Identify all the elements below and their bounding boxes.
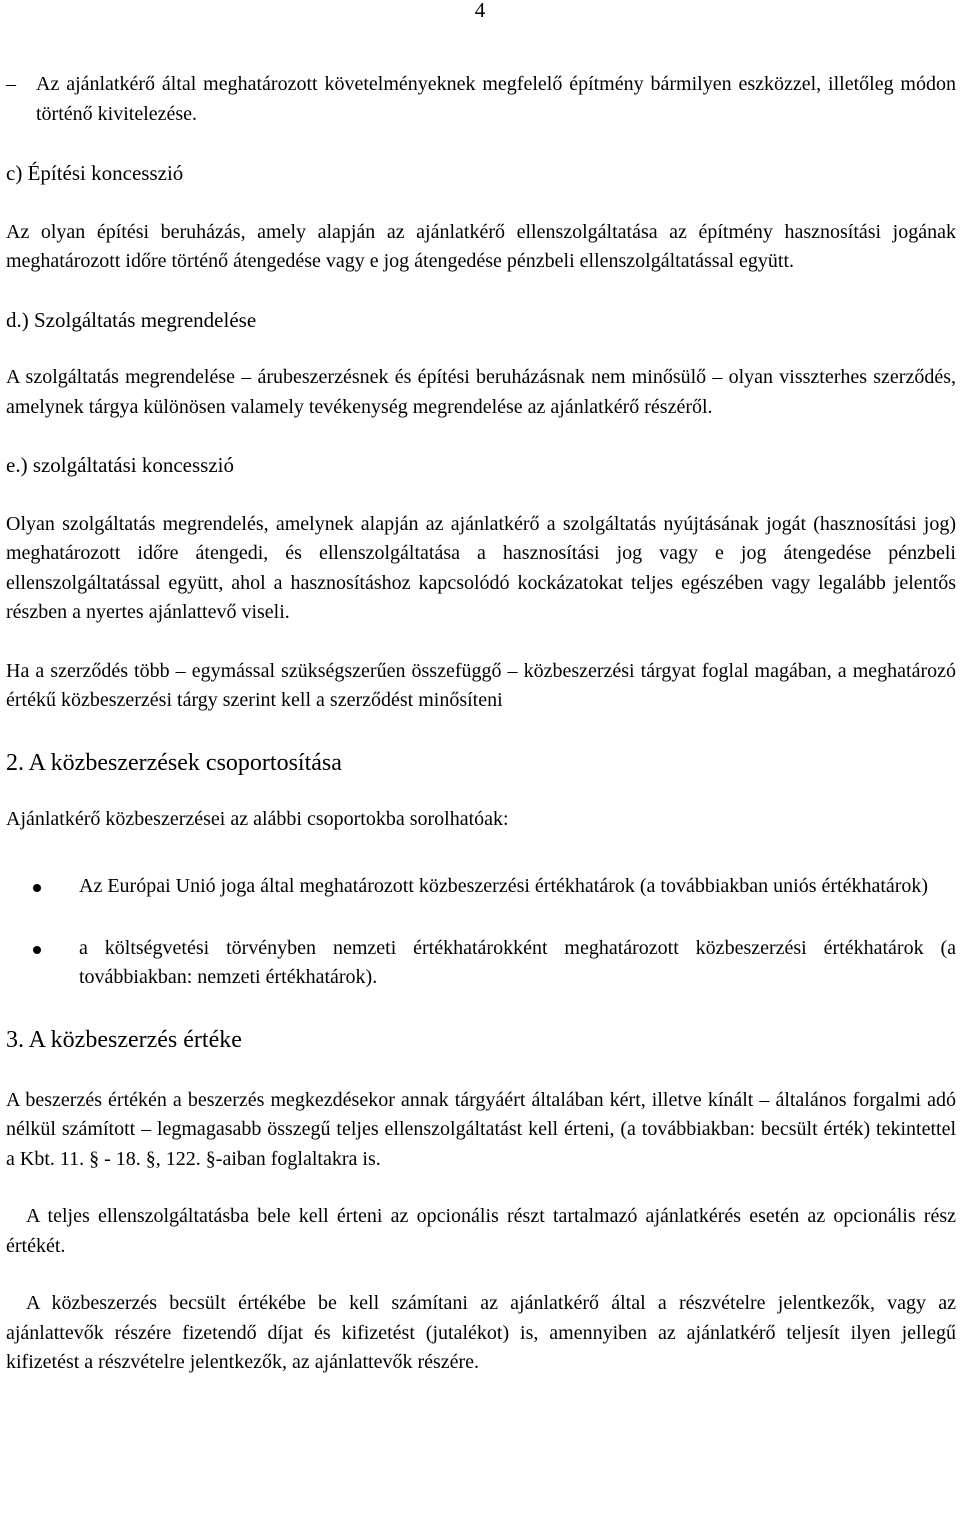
section-2-heading: 2. A közbeszerzések csoportosítása [6, 749, 342, 776]
dash-marker: – [6, 73, 16, 95]
page-content [6, 70, 956, 1378]
bullet-text: a költségvetési törvényben nemzeti értékhatárokként meghatározott közbeszerzési értékhatárok (a továbbiakban: nemzeti értékhatárok). [79, 936, 956, 988]
page-number: 4 [474, 0, 486, 22]
section-2-intro: Ajánlatkérő közbeszerzései az alábbi csoportokba sorolhatóak: [6, 807, 509, 830]
paragraph-multi-subject: Ha a szerződés több – egymással szükségszerűen összefüggő – közbeszerzési tárgyat foglal magában, a meghatározó értékű közbeszerzési tárgy szerint kell a szerződést minősíteni [6, 659, 956, 711]
heading-e: e.) szolgáltatási koncesszió [6, 453, 235, 477]
bullet-marker [33, 946, 41, 954]
bullet-marker [33, 884, 41, 892]
dash-item-text: Az ajánlatkérő által meghatározott követelményeknek megfelelő építmény bármilyen eszközzel, illetőleg módon történő kivitelezése. [36, 73, 956, 125]
section-3-paragraph-3: A közbeszerzés becsült értékébe be kell számítani az ajánlatkérő által a részvételre jelentkezők, vagy az ajánlattevők részére fizetendő díjat és kifizetést (jutalékot) is, amennyiben az ajánlatkérő teljesít ilyen jellegű kifizetést a részvételre jelentkezők, az ajánlattevők részére. [6, 1292, 956, 1373]
dash-list-item [6, 70, 956, 129]
paragraph-e: Olyan szolgáltatás megrendelés, amelynek alapján az ajánlatkérő a szolgáltatás nyújtásának jogát (hasznosítási jog) meghatározott időre átengedi, és ellenszolgáltatása a hasznosítási jog vagy e jog átengedése pénzbeli ellenszolgáltatással együtt, ahol a hasznosításhoz kapcsolódó kockázatokat teljes egészében vagy legalább jelentős részben a nyertes ajánlattevő viseli. [6, 512, 956, 623]
section-3-paragraph-2: A teljes ellenszolgáltatásba bele kell érteni az opcionális részt tartalmazó ajánlatkérés esetén az opcionális rész értékét. [6, 1205, 956, 1257]
paragraph-d: A szolgáltatás megrendelése – árubeszerzésnek és építési beruházásnak nem minősülő – olyan visszterhes szerződés, amelynek tárgya különösen valamely tevékenység megrendelése az ajánlatkérő részéről. [6, 366, 956, 418]
section-3-heading: 3. A közbeszerzés értéke [6, 1026, 242, 1053]
paragraph-c: Az olyan építési beruházás, amely alapján az ajánlatkérő ellenszolgáltatása az építmény hasznosítási jogának meghatározott időre történő átengedése vagy e jog átengedése pénzbeli ellenszolgáltatással együtt. [6, 220, 956, 272]
section-3-paragraph-1: A beszerzés értékén a beszerzés megkezdésekor annak tárgyáért általában kért, illetve kínált – általános forgalmi adó nélkül számított – legmagasabb összegű teljes ellenszolgáltatást kell érteni, (a továbbiakban: becsült érték) tekintettel a Kbt. 11. § - 18. §, 122. §-aiban foglaltakra is. [6, 1088, 956, 1170]
heading-d: d.) Szolgáltatás megrendelése [6, 307, 257, 332]
heading-c: c) Építési koncesszió [6, 161, 184, 185]
bullet-item-national-thresholds [6, 934, 956, 993]
bullet-text: Az Európai Unió joga által meghatározott közbeszerzési értékhatárok (a továbbiakban uniós értékhatárok) [79, 875, 929, 897]
bullet-item-eu-thresholds [6, 872, 956, 902]
